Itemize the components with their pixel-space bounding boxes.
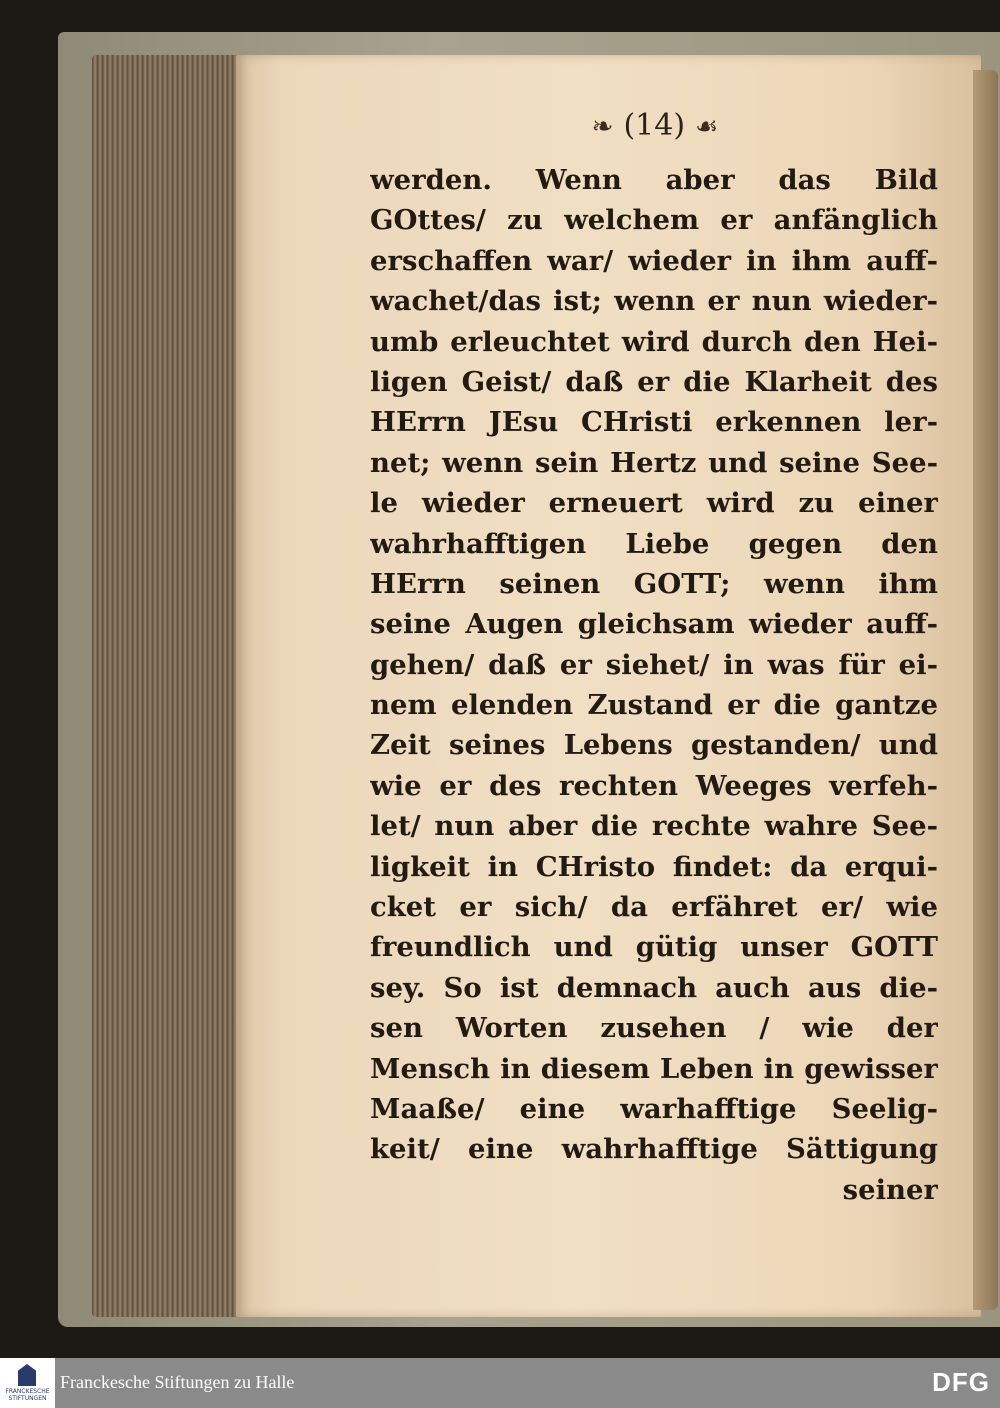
text-line: seine Augen gleichsam wieder auff- — [370, 608, 938, 641]
text-line: Zeit seines Lebens gestanden/ und — [370, 729, 938, 762]
text-line: ligkeit in CHristo findet: da erqui- — [370, 850, 938, 883]
building-icon — [18, 1364, 36, 1386]
body-text — [370, 160, 938, 1210]
text-line: net; wenn sein Hertz und seine See- — [370, 446, 938, 479]
viewer-footer — [0, 1358, 1000, 1408]
text-line: umb erleuchtet wird durch den Hei- — [370, 325, 938, 358]
text-line: cket er sich/ da erfähret er/ wie — [370, 891, 938, 924]
page-edges — [92, 55, 242, 1317]
text-line: werden. Wenn aber das Bild — [370, 164, 938, 196]
text-line: sen Worten zusehen / wie der — [370, 1012, 938, 1045]
facing-page-edge — [973, 70, 998, 1310]
text-line: HErrn JEsu CHristi erkennen ler- — [370, 406, 938, 439]
text-line: nem elenden Zustand er die gantze — [370, 689, 938, 722]
text-line: freundlich und gütig unser GOTT — [370, 931, 938, 964]
text-line: le wieder erneuert wird zu einer — [370, 487, 938, 520]
text-line: gehen/ daß er siehet/ in was für ei- — [370, 648, 938, 681]
text-line: wachet/das ist; wenn er nun wieder- — [370, 285, 938, 318]
dfg-logo[interactable]: DFG — [932, 1367, 990, 1397]
ornament-right-icon: ☙ — [695, 112, 719, 142]
running-head — [0, 108, 1000, 143]
text-line: ligen Geist/ daß er die Klarheit des — [370, 365, 938, 398]
institution-logo[interactable] — [0, 1358, 55, 1408]
logo-caption: FRANCKESCHE STIFTUNGEN — [5, 1388, 50, 1402]
catchword: seiner — [842, 1173, 938, 1206]
text-line: erschaffen war/ wieder in ihm auff- — [370, 244, 938, 277]
text-line: Maaße/ eine warhafftige Seelig- — [370, 1092, 938, 1125]
page-number: (14) — [623, 108, 686, 143]
text-line: wahrhafftigen Liebe gegen den — [370, 527, 938, 560]
text-line: HErrn seinen GOTT; wenn ihm — [370, 567, 938, 600]
text-line: sey. So ist demnach auch aus die- — [370, 971, 938, 1004]
text-line: GOttes/ zu welchem er anfänglich — [370, 204, 938, 237]
text-line: Mensch in diesem Leben in gewisser — [370, 1052, 938, 1085]
text-line: keit/ eine wahrhafftige Sättigung — [370, 1133, 938, 1166]
text-line: wie er des rechten Weeges verfeh- — [370, 769, 938, 802]
ornament-left-icon: ❧ — [591, 112, 614, 142]
institution-name[interactable]: Franckesche Stiftungen zu Halle — [60, 1372, 295, 1392]
text-line: let/ nun aber die rechte wahre See- — [370, 810, 938, 843]
